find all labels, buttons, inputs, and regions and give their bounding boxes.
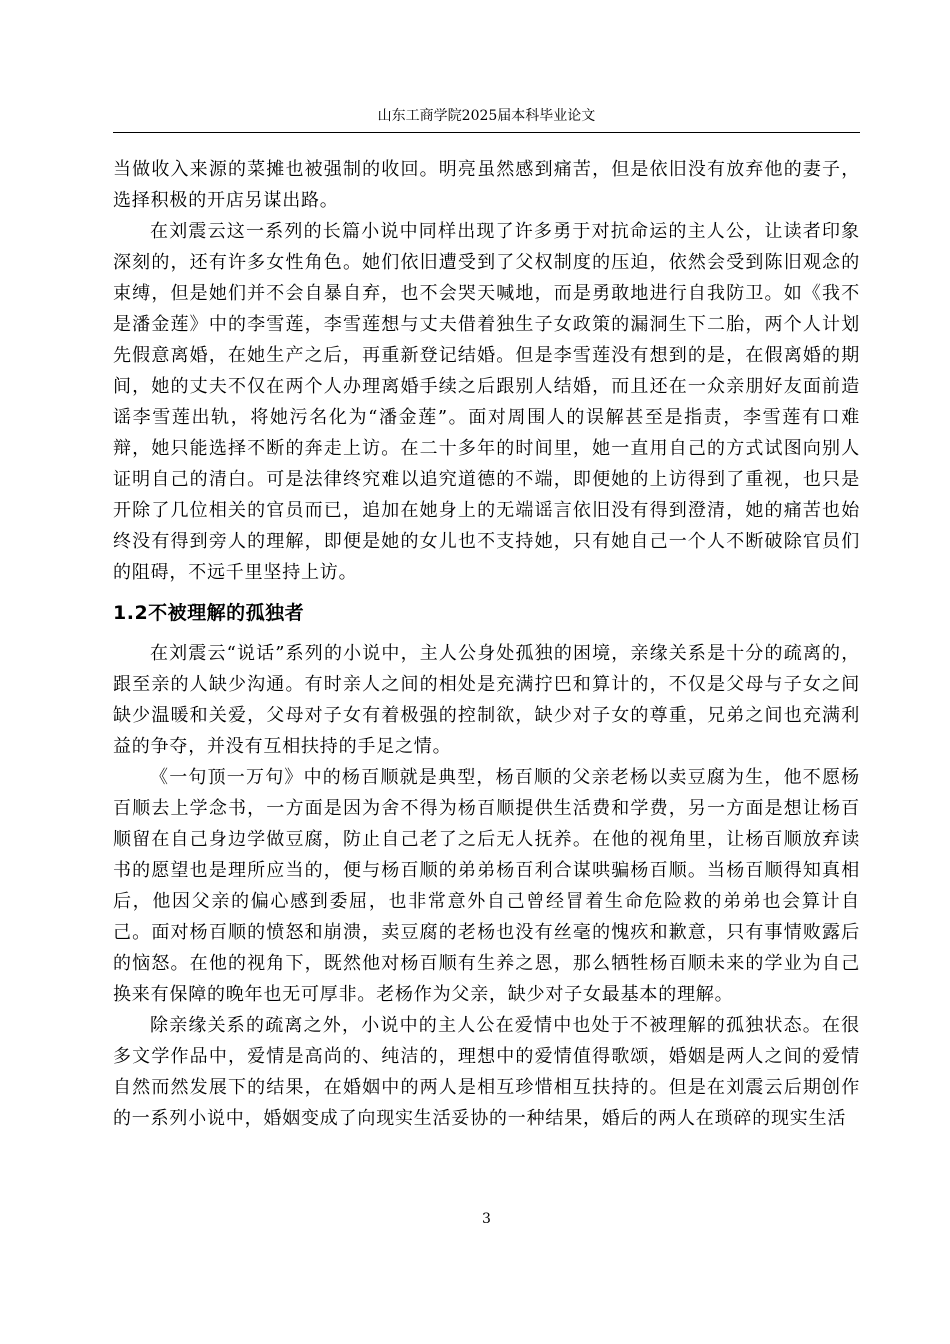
paragraph: 除亲缘关系的疏离之外，小说中的主人公在爱情中也处于不被理解的孤独状态。在很多文学作品中，爱情是高尚的、纯洁的，理想中的爱情值得歌颂，婚姻是两人之间的爱情自然而然发展下的结果，在婚姻中的两人是相互珍惜相互扶持的。但是在刘震云后期创作的一系列小说中，婚姻变成了向现实生活妥协的一种结果，婚后的两人在琐碎的现实生活 [113, 1015, 860, 1129]
document-body [113, 154, 860, 1134]
section-heading: 1.2不被理解的孤独者 [113, 602, 305, 624]
paragraph: 《一句顶一万句》中的杨百顺就是典型，杨百顺的父亲老杨以卖豆腐为生，他不愿杨百顺去上学念书，一方面是因为舍不得为杨百顺提供生活费和学费，另一方面是想让杨百顺留在自己身边学做豆腐，防止自己老了之后无人抚养。在他的视角里，让杨百顺放弃读书的愿望也是理所应当的，便与杨百顺的弟弟杨百利合谋哄骗杨百顺。当杨百顺得知真相后，他因父亲的偏心感到委屈，也非常意外自己曾经冒着生命危险救的弟弟也会算计自己。面对杨百顺的愤怒和崩溃，卖豆腐的老杨也没有丝毫的愧疚和歉意，只有事情败露后的恼怒。在他的视角下，既然他对杨百顺有生养之恩，那么牺牲杨百顺未来的学业为自己换来有保障的晚年也无可厚非。老杨作为父亲，缺少对子女最基本的理解。 [113, 767, 860, 1005]
paragraph: 在刘震云这一系列的长篇小说中同样出现了许多勇于对抗命运的主人公，让读者印象深刻的，还有许多女性角色。她们依旧遭受到了父权制度的压迫，依然会受到陈旧观念的束缚，但是她们并不会自暴自弃，也不会哭天喊地，而是勇敢地进行自我防卫。如《我不是潘金莲》中的李雪莲，李雪莲想与丈夫借着独生子女政策的漏洞生下二胎，两个人计划先假意离婚，在她生产之后，再重新登记结婚。但是李雪莲没有想到的是，在假离婚的期间，她的丈夫不仅在两个人办理离婚手续之后跟别人结婚，而且还在一众亲朋好友面前造谣李雪莲出轨，将她污名化为“潘金莲”。面对周围人的误解甚至是指责，李雪莲有口难辩，她只能选择不断的奔走上访。在二十多年的时间里，她一直用自己的方式试图向别人证明自己的清白。可是法律终究难以追究道德的不端，即便她的上访得到了重视，也只是开除了几位相关的官员而已，追加在她身上的无端谣言依旧没有得到澄清，她的痛苦也始终没有得到旁人的理解，即便是她的女儿也不支持她，只有她自己一个人不断破除官员们的阻碍，不远千里坚持上访。 [113, 221, 860, 583]
paragraph: 在刘震云“说话”系列的小说中，主人公身处孤独的困境，亲缘关系是十分的疏离的，跟至亲的人缺少沟通。有时亲人之间的相处是充满拧巴和算计的，不仅是父母与子女之间缺少温暖和关爱，父母对子女有着极强的控制欲，缺少对子女的尊重，兄弟之间也充满利益的争夺，并没有互相扶持的手足之情。 [113, 643, 860, 757]
header-divider [113, 132, 860, 133]
page-number: 3 [482, 1211, 491, 1227]
page-header: 山东工商学院2025届本科毕业论文 [377, 108, 596, 124]
paragraph-continued: 当做收入来源的菜摊也被强制的收回。明亮虽然感到痛苦，但是依旧没有放弃他的妻子，选择积极的开店另谋出路。 [113, 159, 860, 211]
